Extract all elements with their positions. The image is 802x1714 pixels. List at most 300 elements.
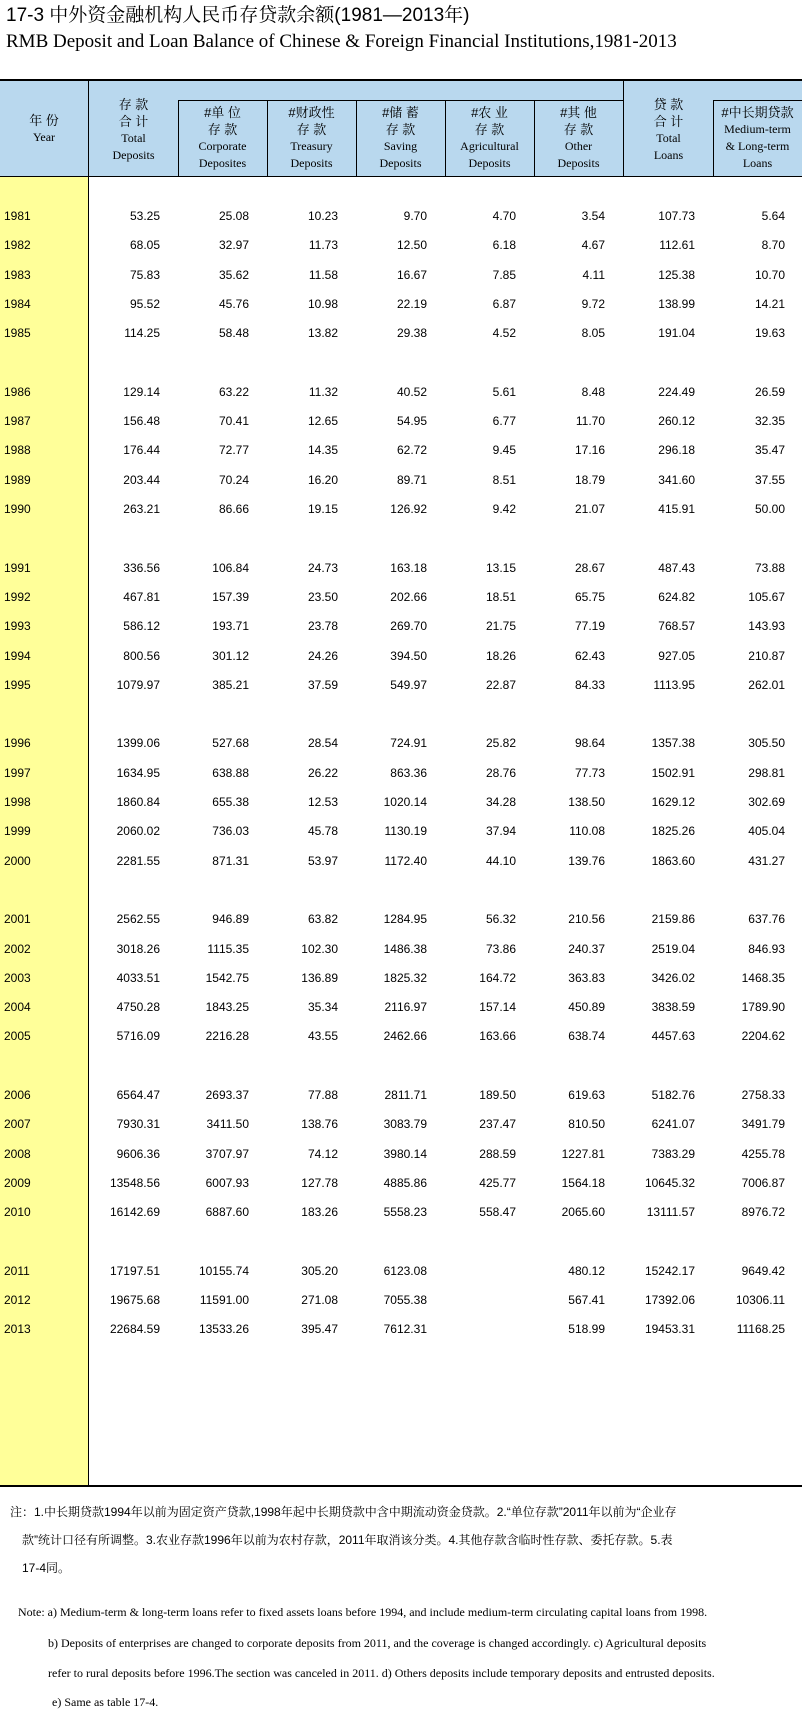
medium-long-term-loans-cell: 8976.72: [741, 1205, 785, 1220]
agricultural-deposits-cell: 4.52: [492, 326, 516, 341]
corporate-deposits-cell: 13533.26: [198, 1322, 249, 1337]
year-cell: 2012: [4, 1293, 31, 1308]
total-deposits-cell: 586.12: [123, 619, 160, 634]
treasury-deposits-cell: 14.35: [307, 443, 338, 458]
total-deposits-cell: 1079.97: [116, 677, 160, 692]
year-cell: 1987: [4, 414, 31, 429]
treasury-deposits-cell: 13.82: [307, 326, 338, 341]
table-row: [0, 939, 802, 959]
corporate-deposits-cell: 86.66: [218, 502, 249, 516]
year-cell: 1995: [4, 677, 31, 692]
table-row: [0, 382, 802, 402]
corporate-deposits-cell: 70.41: [218, 414, 249, 429]
total-deposits-cell: 336.56: [123, 560, 160, 575]
saving-deposits-cell: 5558.23: [383, 1205, 427, 1220]
year-cell: 1981: [4, 209, 31, 223]
other-deposits-cell: 84.33: [574, 677, 605, 692]
agricultural-deposits-cell: 18.51: [485, 589, 516, 604]
year-cell: 1993: [4, 619, 31, 634]
other-deposits-cell: 3.54: [581, 209, 605, 223]
corporate-deposits-cell: 45.76: [218, 296, 249, 311]
medium-long-term-loans-cell: 35.47: [754, 443, 785, 458]
agricultural-deposits-cell: 6.18: [492, 238, 516, 253]
medium-long-term-loans-cell: 105.67: [748, 589, 785, 604]
saving-deposits-cell: 1130.19: [384, 824, 427, 839]
deposit-subgroup-line: [178, 100, 623, 101]
table-row: [0, 1114, 802, 1134]
agricultural-deposits-cell: 8.51: [492, 472, 516, 487]
corporate-deposits-cell: 6007.93: [205, 1175, 249, 1190]
other-deposits-cell: 28.67: [574, 560, 605, 575]
year-cell: 2000: [4, 853, 31, 868]
year-cell: 1997: [4, 765, 31, 780]
total-deposits-cell: 263.21: [123, 502, 160, 516]
year-cell: 2013: [4, 1322, 31, 1337]
agricultural-deposits-cell: 288.59: [479, 1146, 516, 1161]
table-row: [0, 1173, 802, 1193]
saving-deposits-cell: 863.36: [390, 765, 427, 780]
total-loans-cell: 2159.86: [651, 912, 695, 927]
agricultural-deposits-cell: 5.61: [492, 384, 516, 399]
agricultural-deposits-cell: 189.50: [479, 1088, 516, 1102]
table-row: [0, 470, 802, 490]
agricultural-deposits-cell: 9.45: [492, 443, 516, 458]
medium-long-term-loans-cell: 11168.25: [736, 1322, 785, 1337]
total-loans-cell: 125.38: [658, 267, 695, 282]
other-deposits-cell: 363.83: [568, 970, 605, 985]
other-deposits-cell: 11.70: [575, 414, 605, 429]
corporate-deposits-cell: 736.03: [212, 824, 249, 839]
year-cell: 2001: [4, 912, 31, 927]
treasury-deposits-cell: 28.54: [307, 736, 338, 751]
medium-long-term-loans-cell: 2758.33: [741, 1088, 785, 1102]
table-row: [0, 821, 802, 841]
agricultural-deposits-cell: 7.85: [492, 267, 516, 282]
medium-long-term-loans-cell: 431.27: [748, 853, 785, 868]
saving-deposits-cell: 724.91: [390, 736, 427, 751]
year-cell: 2007: [4, 1117, 31, 1132]
medium-long-term-loans-cell: 19.63: [754, 326, 785, 341]
corporate-deposits-cell: 3707.97: [205, 1146, 249, 1161]
saving-deposits-cell: 163.18: [390, 560, 427, 575]
other-deposits-cell: 8.48: [581, 384, 605, 399]
saving-deposits-cell: 2811.71: [384, 1088, 427, 1102]
year-cell: 2004: [4, 1000, 31, 1015]
corporate-deposits-cell: 157.39: [212, 589, 249, 604]
table-row: [0, 997, 802, 1017]
medium-long-term-loans-cell: 637.76: [748, 912, 785, 927]
total-loans-cell: 112.61: [659, 238, 695, 253]
corporate-deposits-cell: 63.22: [218, 384, 249, 399]
notes-english-line-2: b) Deposits of enterprises are changed to corporate deposits from 2011, and the coverage is changed accordingly. c) Agricultural deposits: [48, 1636, 707, 1650]
other-deposits-cell: 139.76: [568, 853, 605, 868]
year-cell: 2002: [4, 941, 31, 956]
treasury-deposits-cell: 24.73: [307, 560, 338, 575]
medium-long-term-loans-cell: 37.55: [754, 472, 785, 487]
treasury-deposits-cell: 19.15: [307, 502, 338, 516]
treasury-deposits-cell: 26.22: [307, 765, 338, 780]
total-loans-cell: 1863.60: [651, 853, 695, 868]
total-loans-cell: 927.05: [658, 648, 695, 663]
corporate-deposits-cell: 1115.35: [207, 941, 249, 956]
total-loans-cell: 1825.26: [651, 824, 695, 839]
treasury-deposits-cell: 11.32: [308, 384, 338, 399]
corporate-deposits-cell: 1542.75: [205, 970, 249, 985]
treasury-deposits-cell: 37.59: [307, 677, 338, 692]
total-loans-cell: 138.99: [658, 296, 695, 311]
header-bottom-rule: [0, 176, 802, 177]
agricultural-deposits-cell: 6.87: [492, 296, 516, 311]
total-deposits-cell: 75.83: [129, 267, 160, 282]
year-cell: 2005: [4, 1029, 31, 1044]
header-agricultural-deposits: #农 业 存 款 Agricultural Deposits: [460, 105, 519, 170]
total-deposits-cell: 19675.68: [109, 1293, 160, 1308]
other-deposits-cell: 638.74: [568, 1029, 605, 1044]
treasury-deposits-cell: 35.34: [307, 1000, 338, 1015]
year-cell: 1994: [4, 648, 31, 663]
total-loans-cell: 224.49: [658, 384, 695, 399]
corporate-deposits-cell: 3411.50: [206, 1117, 249, 1132]
saving-deposits-cell: 2462.66: [383, 1029, 427, 1044]
saving-deposits-cell: 1284.95: [383, 912, 427, 927]
treasury-deposits-cell: 10.98: [307, 296, 338, 311]
year-cell: 1998: [4, 795, 31, 809]
total-loans-cell: 415.91: [658, 502, 695, 516]
medium-long-term-loans-cell: 14.21: [754, 296, 785, 311]
saving-deposits-cell: 1172.40: [384, 853, 427, 868]
agricultural-deposits-cell: 6.77: [492, 414, 516, 429]
treasury-deposits-cell: 138.76: [301, 1117, 338, 1132]
table-row: [0, 1202, 802, 1222]
total-deposits-cell: 2060.02: [116, 824, 160, 839]
total-deposits-cell: 95.52: [129, 296, 160, 311]
medium-long-term-loans-cell: 210.87: [748, 648, 785, 663]
other-deposits-cell: 21.07: [574, 502, 605, 516]
table-row: [0, 1290, 802, 1310]
total-loans-cell: 3426.02: [651, 970, 695, 985]
total-deposits-cell: 203.44: [123, 472, 160, 487]
year-cell: 1999: [4, 824, 31, 839]
saving-deposits-cell: 549.97: [390, 677, 427, 692]
total-deposits-cell: 467.81: [123, 589, 160, 604]
other-deposits-cell: 1564.18: [561, 1175, 605, 1190]
total-loans-cell: 768.57: [658, 619, 695, 634]
header-saving-deposits: #储 蓄 存 款 Saving Deposits: [379, 105, 422, 170]
total-loans-cell: 6241.07: [651, 1117, 695, 1132]
table-title-english: RMB Deposit and Loan Balance of Chinese & Foreign Financial Institutions,1981-2013: [6, 31, 677, 52]
total-loans-cell: 191.04: [658, 326, 695, 341]
total-deposits-cell: 53.25: [129, 209, 160, 223]
corporate-deposits-cell: 11591.00: [199, 1293, 249, 1308]
year-cell: 2010: [4, 1205, 31, 1220]
treasury-deposits-cell: 45.78: [307, 824, 338, 839]
corporate-deposits-cell: 6887.60: [205, 1205, 249, 1220]
medium-long-term-loans-cell: 305.50: [748, 736, 785, 751]
treasury-deposits-cell: 395.47: [301, 1322, 338, 1337]
table-row: [0, 1085, 802, 1105]
other-deposits-cell: 4.11: [582, 267, 605, 282]
total-loans-cell: 4457.63: [651, 1029, 695, 1044]
other-deposits-cell: 18.79: [574, 472, 605, 487]
saving-deposits-cell: 16.67: [396, 267, 427, 282]
saving-deposits-cell: 126.92: [390, 502, 427, 516]
medium-long-term-loans-cell: 846.93: [748, 941, 785, 956]
agricultural-deposits-cell: 73.86: [485, 941, 516, 956]
other-deposits-cell: 77.73: [574, 765, 605, 780]
year-cell: 1992: [4, 589, 31, 604]
medium-long-term-loans-cell: 3491.79: [741, 1117, 785, 1132]
total-loans-cell: 17392.06: [644, 1293, 695, 1308]
other-deposits-cell: 518.99: [568, 1322, 605, 1337]
medium-long-term-loans-cell: 10306.11: [735, 1293, 785, 1308]
header-corporate-deposits: #单 位 存 款 Corporate Deposites: [198, 105, 247, 170]
header-year: 年 份 Year: [29, 113, 59, 144]
treasury-deposits-cell: 16.20: [307, 472, 338, 487]
agricultural-deposits-cell: 4.70: [492, 209, 516, 223]
saving-deposits-cell: 2116.97: [384, 1000, 427, 1015]
treasury-deposits-cell: 136.89: [301, 970, 338, 985]
notes-english-line-4: e) Same as table 17-4.: [52, 1695, 159, 1709]
saving-deposits-cell: 4885.86: [383, 1175, 427, 1190]
treasury-deposits-cell: 77.88: [307, 1088, 338, 1102]
loan-subgroup-line: [713, 100, 802, 101]
medium-long-term-loans-cell: 2204.62: [741, 1029, 785, 1044]
agricultural-deposits-cell: 9.42: [492, 502, 516, 516]
other-deposits-cell: 62.43: [574, 648, 605, 663]
table-row: [0, 763, 802, 783]
corporate-deposits-cell: 58.48: [218, 326, 249, 341]
corporate-deposits-cell: 10155.74: [198, 1263, 249, 1278]
table-row: [0, 792, 802, 812]
corporate-deposits-cell: 2693.37: [205, 1088, 249, 1102]
table-row: [0, 968, 802, 988]
other-deposits-cell: 619.63: [568, 1088, 605, 1102]
treasury-deposits-cell: 102.30: [301, 941, 338, 956]
total-loans-cell: 296.18: [658, 443, 695, 458]
total-deposits-cell: 4750.28: [116, 1000, 160, 1015]
total-deposits-cell: 2562.55: [116, 912, 160, 927]
table-row: [0, 1144, 802, 1164]
table-row: [0, 616, 802, 636]
other-deposits-cell: 77.19: [574, 619, 605, 634]
notes-chinese-line-1: 注：1.中长期贷款1994年以前为固定资产贷款,1998年起中长期贷款中含中期流动资金贷款。2.“单位存款”2011年以前为“企业存: [10, 1505, 677, 1519]
agricultural-deposits-cell: 18.26: [485, 648, 516, 663]
saving-deposits-cell: 7612.31: [383, 1322, 427, 1337]
total-loans-cell: 260.12: [658, 414, 695, 429]
table-row: [0, 909, 802, 929]
header-medium-long-term-loans: #中长期贷款 Medium-term & Long-term Loans: [721, 105, 794, 170]
medium-long-term-loans-cell: 9649.42: [741, 1263, 785, 1278]
agricultural-deposits-cell: 425.77: [479, 1175, 516, 1190]
treasury-deposits-cell: 23.50: [307, 589, 338, 604]
treasury-deposits-cell: 11.73: [308, 238, 338, 253]
other-deposits-cell: 2065.60: [561, 1205, 605, 1220]
corporate-deposits-cell: 35.62: [218, 267, 249, 282]
total-deposits-cell: 3018.26: [116, 941, 160, 956]
agricultural-deposits-cell: 34.28: [485, 795, 516, 809]
total-deposits-cell: 156.48: [123, 414, 160, 429]
medium-long-term-loans-cell: 8.70: [761, 238, 785, 253]
saving-deposits-cell: 12.50: [396, 238, 427, 253]
saving-deposits-cell: 1486.38: [383, 941, 427, 956]
treasury-deposits-cell: 11.58: [308, 267, 338, 282]
saving-deposits-cell: 3083.79: [383, 1117, 427, 1132]
total-deposits-cell: 13548.56: [109, 1175, 160, 1190]
table-row: [0, 265, 802, 285]
medium-long-term-loans-cell: 405.04: [748, 824, 785, 839]
saving-deposits-cell: 1020.14: [383, 795, 427, 809]
table-row: [0, 1026, 802, 1046]
total-deposits-cell: 129.14: [123, 384, 160, 399]
corporate-deposits-cell: 72.77: [218, 443, 249, 458]
year-cell: 2008: [4, 1146, 31, 1161]
treasury-deposits-cell: 12.53: [307, 795, 338, 809]
total-loans-cell: 10645.32: [644, 1175, 695, 1190]
saving-deposits-cell: 29.38: [396, 326, 427, 341]
table-row: [0, 323, 802, 343]
total-loans-cell: 5182.76: [651, 1088, 695, 1102]
corporate-deposits-cell: 301.12: [212, 648, 249, 663]
corporate-deposits-cell: 70.24: [218, 472, 249, 487]
medium-long-term-loans-cell: 10.70: [754, 267, 785, 282]
total-loans-cell: 1357.38: [651, 736, 695, 751]
medium-long-term-loans-cell: 50.00: [754, 502, 785, 516]
table-title-chinese: 17-3 中外资金融机构人民币存贷款余额(1981—2013年): [6, 5, 470, 26]
agricultural-deposits-cell: 44.10: [485, 853, 516, 868]
total-deposits-cell: 17197.51: [109, 1263, 160, 1278]
other-deposits-cell: 65.75: [574, 589, 605, 604]
year-cell: 2011: [4, 1263, 30, 1278]
total-loans-cell: 341.60: [658, 472, 695, 487]
total-deposits-cell: 2281.55: [116, 853, 160, 868]
treasury-deposits-cell: 63.82: [307, 912, 338, 927]
total-loans-cell: 487.43: [658, 560, 695, 575]
saving-deposits-cell: 1825.32: [383, 970, 427, 985]
other-deposits-cell: 138.50: [568, 795, 605, 809]
other-deposits-cell: 810.50: [568, 1117, 605, 1132]
saving-deposits-cell: 6123.08: [383, 1263, 427, 1278]
agricultural-deposits-cell: 22.87: [485, 677, 516, 692]
corporate-deposits-cell: 106.84: [212, 560, 249, 575]
other-deposits-cell: 17.16: [574, 443, 605, 458]
corporate-deposits-cell: 193.71: [212, 619, 249, 634]
saving-deposits-cell: 22.19: [396, 296, 427, 311]
table-row: [0, 558, 802, 578]
corporate-deposits-cell: 25.08: [218, 209, 249, 223]
year-cell: 1983: [4, 267, 31, 282]
agricultural-deposits-cell: 558.47: [479, 1205, 516, 1220]
year-cell: 1985: [4, 326, 31, 341]
agricultural-deposits-cell: 56.32: [485, 912, 516, 927]
notes-english-line-3: refer to rural deposits before 1996.The section was canceled in 2011. d) Others deposits include temporary deposits and entrusted deposits.: [48, 1666, 715, 1680]
treasury-deposits-cell: 74.12: [307, 1146, 338, 1161]
year-cell: 2006: [4, 1088, 31, 1102]
medium-long-term-loans-cell: 298.81: [748, 765, 785, 780]
total-deposits-cell: 9606.36: [116, 1146, 160, 1161]
saving-deposits-cell: 9.70: [403, 209, 427, 223]
treasury-deposits-cell: 43.55: [307, 1029, 338, 1044]
medium-long-term-loans-cell: 7006.87: [741, 1175, 785, 1190]
other-deposits-cell: 8.05: [581, 326, 605, 341]
total-deposits-cell: 800.56: [123, 648, 160, 663]
other-deposits-cell: 480.12: [568, 1263, 605, 1278]
other-deposits-cell: 567.41: [568, 1293, 605, 1308]
medium-long-term-loans-cell: 5.64: [761, 209, 785, 223]
treasury-deposits-cell: 183.26: [301, 1205, 338, 1220]
total-deposits-cell: 1634.95: [116, 765, 160, 780]
treasury-deposits-cell: 127.78: [301, 1175, 338, 1190]
year-cell: 1986: [4, 384, 31, 399]
agricultural-deposits-cell: 13.15: [485, 560, 516, 575]
table-row: [0, 294, 802, 314]
corporate-deposits-cell: 2216.28: [205, 1029, 249, 1044]
notes-english-line-1: Note: a) Medium-term & long-term loans refer to fixed assets loans before 1994, and include medium-term circulating capital loans from 1998.: [18, 1605, 708, 1619]
saving-deposits-cell: 7055.38: [383, 1293, 427, 1308]
saving-deposits-cell: 62.72: [396, 443, 427, 458]
table-row: [0, 675, 802, 695]
table-row: [0, 646, 802, 666]
total-deposits-cell: 5716.09: [116, 1029, 160, 1044]
total-loans-cell: 2519.04: [651, 941, 695, 956]
agricultural-deposits-cell: 37.94: [485, 824, 516, 839]
notes-chinese-line-3: 17-4同。: [22, 1561, 71, 1575]
year-cell: 1988: [4, 443, 31, 458]
agricultural-deposits-cell: 164.72: [479, 970, 516, 985]
year-cell: 2009: [4, 1175, 31, 1190]
medium-long-term-loans-cell: 1789.90: [741, 1000, 785, 1015]
treasury-deposits-cell: 23.78: [307, 619, 338, 634]
total-loans-cell: 1502.91: [651, 765, 695, 780]
year-cell: 1984: [4, 296, 31, 311]
table-row: [0, 440, 802, 460]
corporate-deposits-cell: 946.89: [212, 912, 249, 927]
agricultural-deposits-cell: 28.76: [485, 765, 516, 780]
total-deposits-cell: 16142.69: [109, 1205, 160, 1220]
year-cell: 1996: [4, 736, 31, 751]
other-deposits-cell: 210.56: [568, 912, 605, 927]
header-total-deposits: 存 款 合 计 Total Deposits: [112, 97, 155, 162]
header-total-loans: 贷 款 合 计 Total Loans: [653, 97, 684, 162]
treasury-deposits-cell: 24.26: [307, 648, 338, 663]
table-row: [0, 499, 802, 519]
total-deposits-cell: 6564.47: [116, 1088, 160, 1102]
total-loans-cell: 107.73: [658, 209, 695, 223]
agricultural-deposits-cell: 25.82: [485, 736, 516, 751]
total-deposits-cell: 4033.51: [116, 970, 160, 985]
agricultural-deposits-cell: 157.14: [479, 1000, 516, 1015]
treasury-deposits-cell: 10.23: [307, 209, 338, 223]
treasury-deposits-cell: 12.65: [307, 414, 338, 429]
corporate-deposits-cell: 527.68: [212, 736, 249, 751]
treasury-deposits-cell: 271.08: [301, 1293, 338, 1308]
corporate-deposits-cell: 32.97: [218, 238, 249, 253]
medium-long-term-loans-cell: 143.93: [748, 619, 785, 634]
saving-deposits-cell: 3980.14: [383, 1146, 427, 1161]
total-loans-cell: 15242.17: [644, 1263, 695, 1278]
saving-deposits-cell: 202.66: [390, 589, 427, 604]
treasury-deposits-cell: 305.20: [301, 1263, 338, 1278]
bottom-rule: [0, 1485, 802, 1487]
agricultural-deposits-cell: 237.47: [479, 1117, 516, 1132]
year-cell: 1991: [4, 560, 31, 575]
year-cell: 2003: [4, 970, 31, 985]
saving-deposits-cell: 54.95: [396, 414, 427, 429]
saving-deposits-cell: 269.70: [390, 619, 427, 634]
total-loans-cell: 19453.31: [644, 1322, 695, 1337]
other-deposits-cell: 240.37: [568, 941, 605, 956]
medium-long-term-loans-cell: 73.88: [754, 560, 785, 575]
medium-long-term-loans-cell: 262.01: [748, 677, 785, 692]
